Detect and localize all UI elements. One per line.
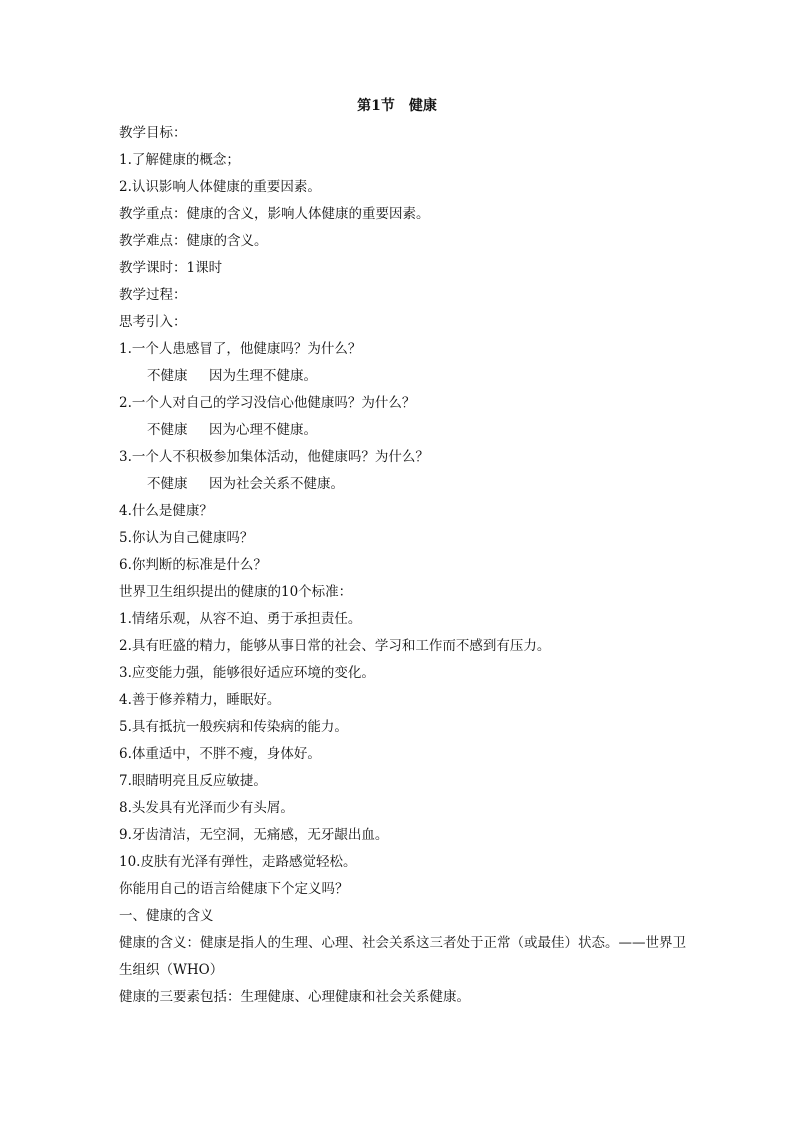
answer-item: 不健康 因为社会关系不健康。 — [147, 476, 344, 492]
question-item: 5.你认为自己健康吗？ — [119, 530, 254, 546]
question-item: 3.一个人不积极参加集体活动，他健康吗？为什么？ — [119, 449, 429, 465]
section-heading: 世界卫生组织提出的健康的10个标准： — [119, 584, 353, 600]
definition-elements: 健康的三要素包括：生理健康、心理健康和社会关系健康。 — [119, 989, 470, 1005]
standard-item: 2.具有旺盛的精力，能够从事日常的社会、学习和工作而不感到有压力。 — [119, 638, 551, 654]
objective-item: 2.认识影响人体健康的重要因素。 — [119, 179, 321, 195]
definition-paragraph: 健康的含义：健康是指人的生理、心理、社会关系这三者处于正常（或最佳）状态。——世界卫生组织（WHO） — [119, 935, 686, 978]
standard-item: 7.眼睛明亮且反应敏捷。 — [119, 773, 267, 789]
standard-item: 6.体重适中，不胖不瘦，身体好。 — [119, 746, 321, 762]
document-body — [119, 120, 689, 1011]
class-hours: 教学课时：1课时 — [119, 260, 223, 276]
section-heading: 一、健康的含义 — [119, 908, 214, 924]
section-heading: 教学目标： — [119, 125, 187, 141]
key-point: 教学重点：健康的含义，影响人体健康的重要因素。 — [119, 206, 430, 222]
question-item: 2.一个人对自己的学习没信心他健康吗？为什么？ — [119, 395, 416, 411]
answer-item: 不健康 因为生理不健康。 — [147, 368, 317, 384]
standard-item: 9.牙齿清洁，无空洞，无痛感，无牙龈出血。 — [119, 827, 389, 843]
section-heading: 思考引入： — [119, 314, 187, 330]
standard-item: 3.应变能力强，能够很好适应环境的变化。 — [119, 665, 375, 681]
difficult-point: 教学难点：健康的含义。 — [119, 233, 268, 249]
question-item: 1.一个人患感冒了，他健康吗？为什么？ — [119, 341, 362, 357]
question-item: 4.什么是健康？ — [119, 503, 213, 519]
standard-item: 1.情绪乐观，从容不迫、勇于承担责任。 — [119, 611, 362, 627]
objective-item: 1.了解健康的概念； — [119, 152, 240, 168]
standard-item: 5.具有抵抗一般疾病和传染病的能力。 — [119, 719, 348, 735]
answer-item: 不健康 因为心理不健康。 — [147, 422, 317, 438]
standard-item: 8.头发具有光泽而少有头屑。 — [119, 800, 294, 816]
question-item: 6.你判断的标准是什么？ — [119, 557, 267, 573]
question-item: 你能用自己的语言给健康下个定义吗？ — [119, 881, 349, 897]
standard-item: 10.皮肤有光泽有弹性，走路感觉轻松。 — [119, 854, 357, 870]
section-heading: 教学过程： — [119, 287, 187, 303]
document-title: 第1节 健康 — [357, 98, 437, 114]
standard-item: 4.善于修养精力，睡眠好。 — [119, 692, 281, 708]
